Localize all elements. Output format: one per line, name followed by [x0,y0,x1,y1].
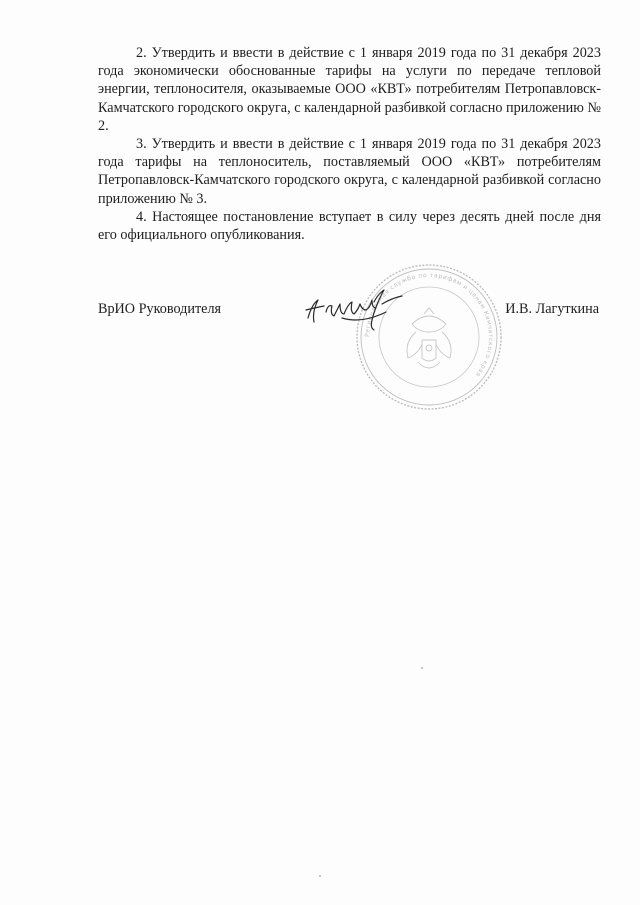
signer-name: И.В. Лагуткина [505,301,599,317]
paragraph-4: 4. Настоящее постановление вступает в силу через десять дней после дня его официального опубликования. [98,208,601,244]
signer-position: ВрИО Руководителя [98,301,222,317]
paragraph-2: 2. Утвердить и ввести в действие с 1 января 2019 года по 31 декабря 2023 года экономически обоснованные тарифы на услуги по передаче тепловой энергии, теплоносителя, оказываемые ООО «КВТ» потребителям Петропавловск-Камчатского городского округа, с календарной разбивкой согласно приложению № 2. [98,45,601,134]
signature-block [98,297,601,327]
document-body [98,44,601,244]
svg-text:Региональная служба по тарифам: Региональная служба по тарифам и ценам Камчатского края [363,271,495,379]
scan-speck [421,667,423,669]
paragraph-3: 3. Утвердить и ввести в действие с 1 января 2019 года по 31 декабря 2023 года тарифы на теплоноситель, поставляемый ООО «КВТ» потребителям Петропавловск-Камчатского городского округа, с календарной разбивкой согласно приложению № 3. [98,136,601,207]
scan-speck [319,875,321,877]
